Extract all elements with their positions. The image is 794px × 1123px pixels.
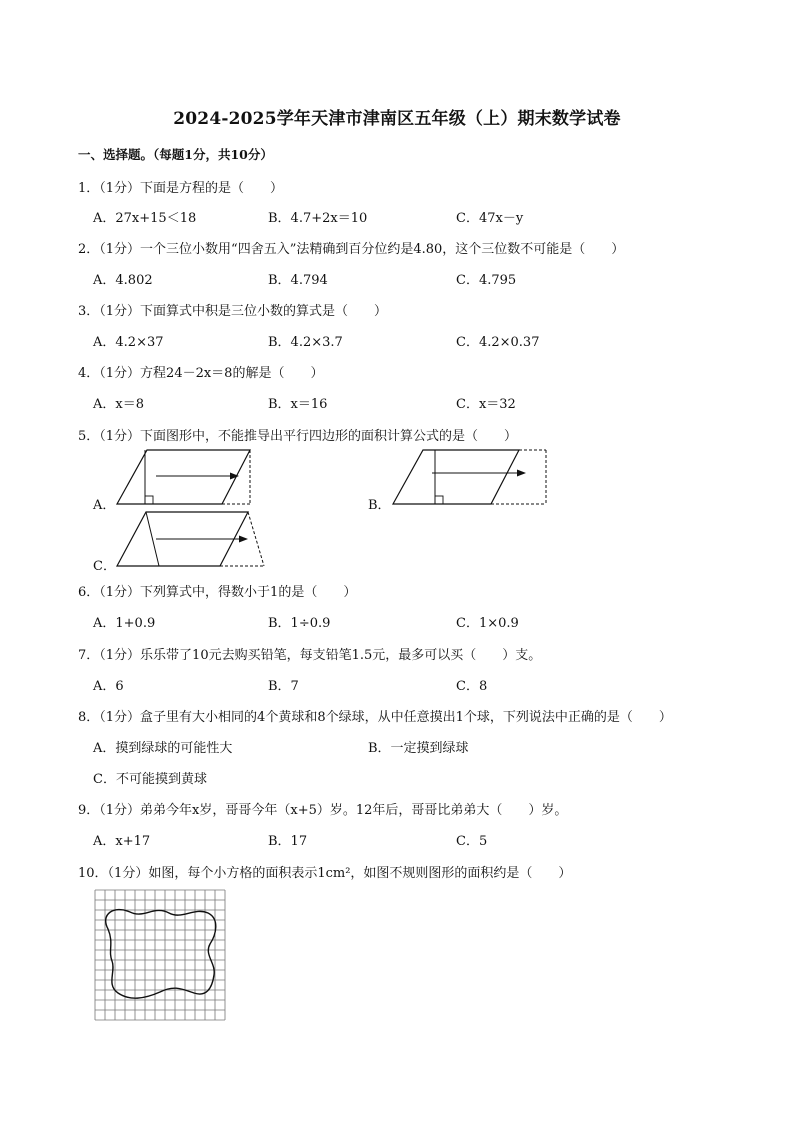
q9-option-c[interactable]: C．5 — [456, 834, 488, 849]
q9-option-a[interactable]: A．x+17 — [93, 834, 151, 849]
question-10: 10．（1分）如图，每个小方格的面积表示1cm²，如图不规则图形的面积约是（ ） — [78, 866, 572, 881]
q4-option-b[interactable]: B．x＝16 — [268, 397, 328, 412]
question-8: 8．（1分）盒子里有大小相同的4个黄球和8个绿球，从中任意摸出1个球，下列说法中正确的是（ ） — [78, 710, 672, 725]
q7-option-b[interactable]: B．7 — [268, 679, 299, 694]
q3-option-b[interactable]: B．4.2×3.7 — [268, 335, 343, 350]
q5-figure-b — [388, 446, 550, 508]
q5-option-a[interactable]: A． — [93, 498, 116, 513]
q5-figure-a — [112, 446, 260, 508]
q7-option-c[interactable]: C．8 — [456, 679, 488, 694]
question-7: 7．（1分）乐乐带了10元去购买铅笔，每支铅笔1.5元，最多可以买（ ）支。 — [78, 648, 542, 663]
q1-option-a[interactable]: A．27x+15＜18 — [93, 211, 197, 226]
q2-option-c[interactable]: C．4.795 — [456, 273, 517, 288]
question-2: 2．（1分）一个三位小数用“四舍五入”法精确到百分位约是4.80，这个三位数不可能是（ ） — [78, 242, 625, 257]
q1-option-b[interactable]: B．4.7+2x＝10 — [268, 211, 368, 226]
q6-option-a[interactable]: A．1+0.9 — [93, 616, 156, 631]
q10-grid-figure — [94, 889, 226, 1027]
q4-option-c[interactable]: C．x＝32 — [456, 397, 516, 412]
q6-option-b[interactable]: B．1÷0.9 — [268, 616, 331, 631]
q3-option-a[interactable]: A．4.2×37 — [93, 335, 164, 350]
q6-option-c[interactable]: C．1×0.9 — [456, 616, 519, 631]
question-3: 3．（1分）下面算式中积是三位小数的算式是（ ） — [78, 304, 388, 319]
exam-title: 2024-2025学年天津市津南区五年级（上）期末数学试卷 — [173, 109, 621, 129]
q7-option-a[interactable]: A．6 — [93, 679, 124, 694]
q1-option-c[interactable]: C．47x－y — [456, 211, 524, 226]
q3-option-c[interactable]: C．4.2×0.37 — [456, 335, 540, 350]
q8-option-a[interactable]: A．摸到绿球的可能性大 — [93, 741, 233, 756]
question-1: 1．（1分）下面是方程的是（ ） — [78, 181, 284, 196]
q5-option-b[interactable]: B． — [368, 498, 391, 513]
q8-option-b[interactable]: B．一定摸到绿球 — [368, 741, 469, 756]
q2-option-b[interactable]: B．4.794 — [268, 273, 328, 288]
question-9: 9．（1分）弟弟今年x岁，哥哥今年（x+5）岁。12年后，哥哥比弟弟大（ ）岁。 — [78, 803, 568, 818]
question-4: 4．（1分）方程24－2x＝8的解是（ ） — [78, 366, 324, 381]
q9-option-b[interactable]: B．17 — [268, 834, 308, 849]
question-5: 5．（1分）下面图形中，不能推导出平行四边形的面积计算公式的是（ ） — [78, 429, 518, 444]
q2-option-a[interactable]: A．4.802 — [93, 273, 153, 288]
q8-option-c[interactable]: C．不可能摸到黄球 — [93, 772, 207, 787]
question-6: 6．（1分）下列算式中，得数小于1的是（ ） — [78, 585, 357, 600]
q5-figure-c — [112, 508, 270, 570]
irregular-shape — [106, 910, 216, 999]
q4-option-a[interactable]: A．x＝8 — [93, 397, 144, 412]
section-heading: 一、选择题。（每题1分，共10分） — [78, 147, 273, 162]
q5-option-c[interactable]: C． — [93, 559, 116, 574]
